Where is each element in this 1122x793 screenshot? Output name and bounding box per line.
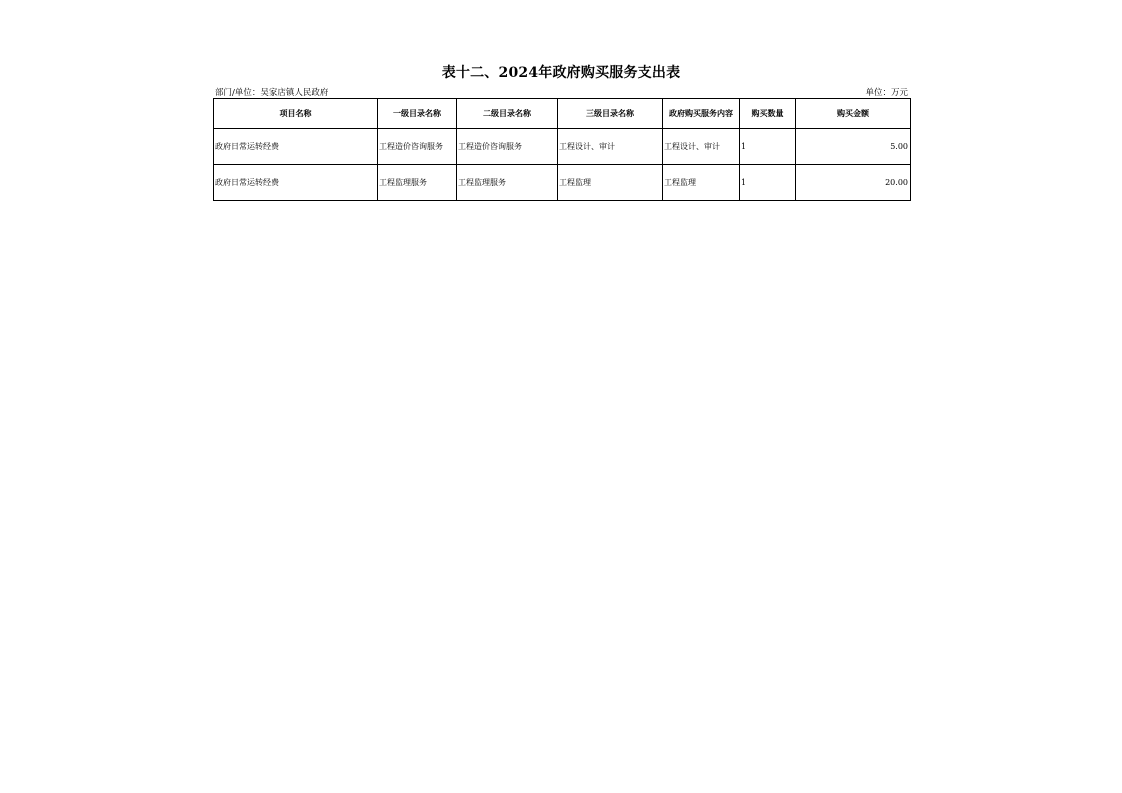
header-project-name: 项目名称 xyxy=(214,99,378,129)
header-level2-catalog: 二级目录名称 xyxy=(457,99,558,129)
header-quantity: 购买数量 xyxy=(740,99,796,129)
unit-label: 单位：万元 xyxy=(865,88,908,98)
cell-quantity: 1 xyxy=(740,129,796,165)
cell-project-name: 政府日常运转经费 xyxy=(214,165,378,201)
header-level1-catalog: 一级目录名称 xyxy=(378,99,457,129)
cell-level3-catalog: 工程监理 xyxy=(558,165,663,201)
header-amount: 购买金额 xyxy=(796,99,911,129)
cell-level2-catalog: 工程造价咨询服务 xyxy=(457,129,558,165)
cell-amount: 5.00 xyxy=(796,129,911,165)
purchase-services-table xyxy=(213,98,911,201)
cell-quantity: 1 xyxy=(740,165,796,201)
cell-project-name: 政府日常运转经费 xyxy=(214,129,378,165)
cell-level1-catalog: 工程造价咨询服务 xyxy=(378,129,457,165)
department-label: 部门/单位：吴家店镇人民政府 xyxy=(215,88,329,98)
cell-level3-catalog: 工程设计、审计 xyxy=(558,129,663,165)
table-row xyxy=(214,165,911,201)
table-header-row xyxy=(214,99,911,129)
cell-amount: 20.00 xyxy=(796,165,911,201)
cell-service-content: 工程设计、审计 xyxy=(663,129,740,165)
cell-level1-catalog: 工程监理服务 xyxy=(378,165,457,201)
page-title: 表十二、2024年政府购买服务支出表 xyxy=(441,65,681,81)
table-row xyxy=(214,129,911,165)
cell-level2-catalog: 工程监理服务 xyxy=(457,165,558,201)
header-service-content: 政府购买服务内容 xyxy=(663,99,740,129)
header-level3-catalog: 三级目录名称 xyxy=(558,99,663,129)
cell-service-content: 工程监理 xyxy=(663,165,740,201)
